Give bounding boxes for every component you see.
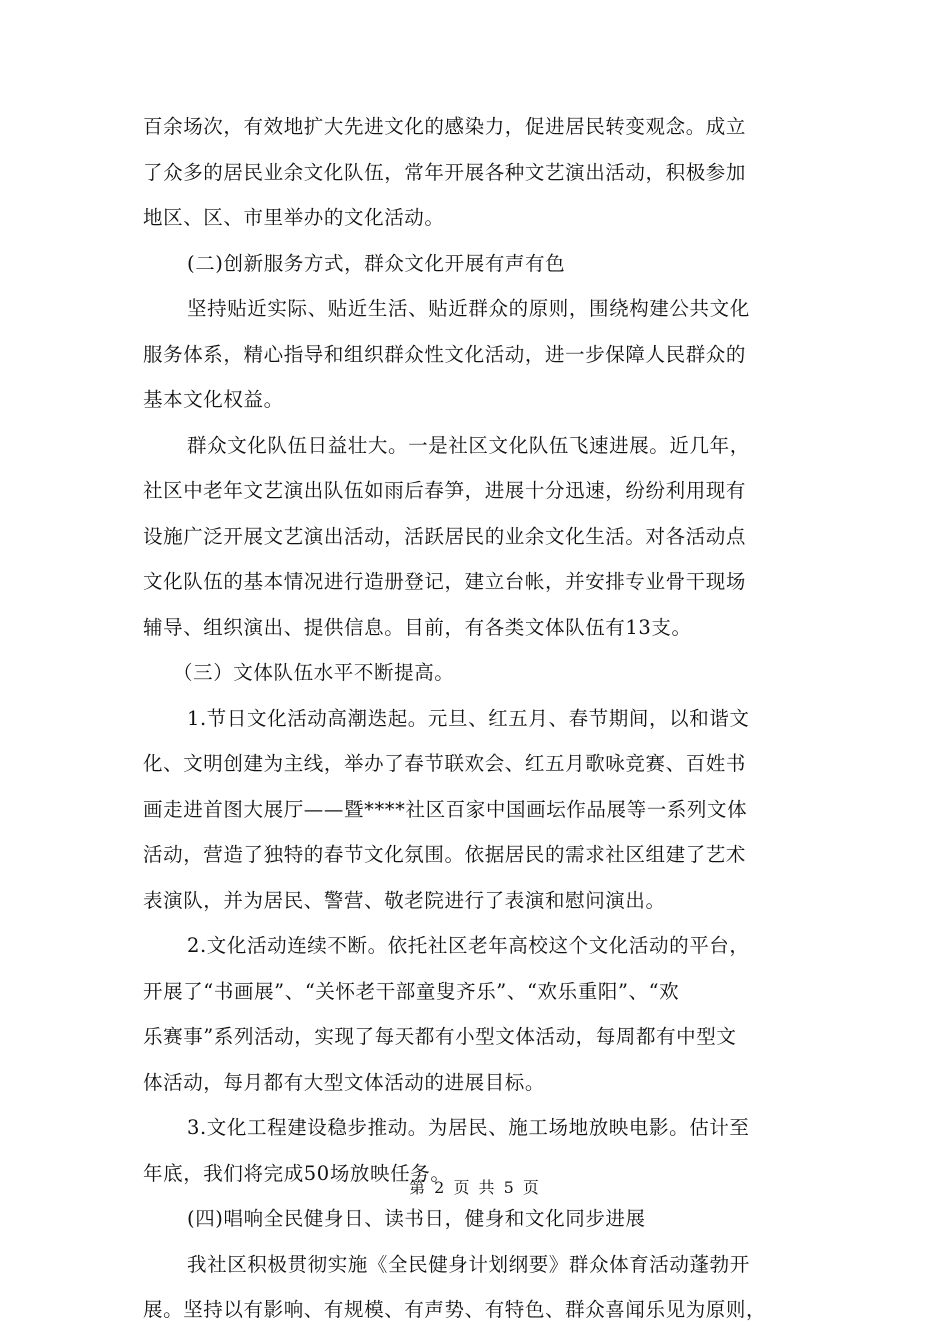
text-line: (四)唱响全民健身日、读书日，健身和文化同步进展	[187, 1207, 646, 1230]
text-line: 活动，营造了独特的春节文化氛围。依据居民的需求社区组建了艺术	[143, 843, 747, 866]
text-line: 文化队伍的基本情况进行造册登记，建立台帐，并安排专业骨干现场	[143, 570, 747, 593]
text-line: 设施广泛开展文艺演出活动，活跃居民的业余文化生活。对各活动点	[143, 524, 747, 548]
text-line: 群众文化队伍日益壮大。一是社区文化队伍飞速进展。近几年，	[187, 433, 750, 457]
page-footer: 第 2 页 共 5 页	[409, 1178, 541, 1197]
text-line: 地区、区、市里举办的文化活动。	[143, 206, 445, 229]
document-body	[143, 104, 803, 1333]
text-line: 体活动，每月都有大型文体活动的进展目标。	[143, 1070, 546, 1094]
text-line: 1.节日文化活动高潮迭起。元旦、红五月、春节期间，以和谐文	[187, 706, 750, 730]
text-line: 展。坚持以有影响、有规模、有声势、有特色、群众喜闻乐见为原则，	[143, 1298, 767, 1321]
text-line: 百余场次，有效地扩大先进文化的感染力，促进居民转变观念。成立	[143, 115, 747, 138]
text-line: 画走进首图大展厅——暨****社区百家中国画坛作品展等一系列文体	[143, 797, 748, 821]
text-line: 化、文明创建为主线，举办了春节联欢会、红五月歌咏竞赛、百姓书	[143, 752, 747, 775]
text-line: 社区中老年文艺演出队伍如雨后春笋，进展十分迅速，纷纷利用现有	[143, 479, 747, 502]
text-line: 服务体系，精心指导和组织群众性文化活动，进一步保障人民群众的	[143, 342, 747, 366]
text-line: 年底，我们将完成50场放映任务。	[143, 1161, 451, 1185]
text-line: 坚持贴近实际、贴近生活、贴近群众的原则，围绕构建公共文化	[187, 297, 750, 320]
text-line: 3.文化工程建设稳步推动。为居民、施工场地放映电影。估计至	[187, 1116, 750, 1139]
text-line: 辅导、组织演出、提供信息。目前，有各类文体队伍有13支。	[143, 615, 692, 639]
text-line: （三）文体队伍水平不断提高。	[173, 661, 455, 684]
text-line: 基本文化权益。	[143, 388, 284, 411]
text-line: 乐赛事”系列活动，实现了每天都有小型文体活动，每周都有中型文	[143, 1025, 737, 1048]
text-line: 表演队，并为居民、警营、敬老院进行了表演和慰问演出。	[143, 888, 666, 912]
text-line: 我社区积极贯彻实施《全民健身计划纲要》群众体育活动蓬勃开	[187, 1252, 750, 1276]
text-line: 了众多的居民业余文化队伍，常年开展各种文艺演出活动，积极参加	[143, 160, 747, 184]
text-line: (二)创新服务方式，群众文化开展有声有色	[187, 251, 566, 275]
text-line: 2.文化活动连续不断。依托社区老年高校这个文化活动的平台，	[187, 934, 750, 957]
text-line: 开展了“书画展”、“关怀老干部童叟齐乐”、“欢乐重阳”、“欢	[143, 979, 680, 1003]
